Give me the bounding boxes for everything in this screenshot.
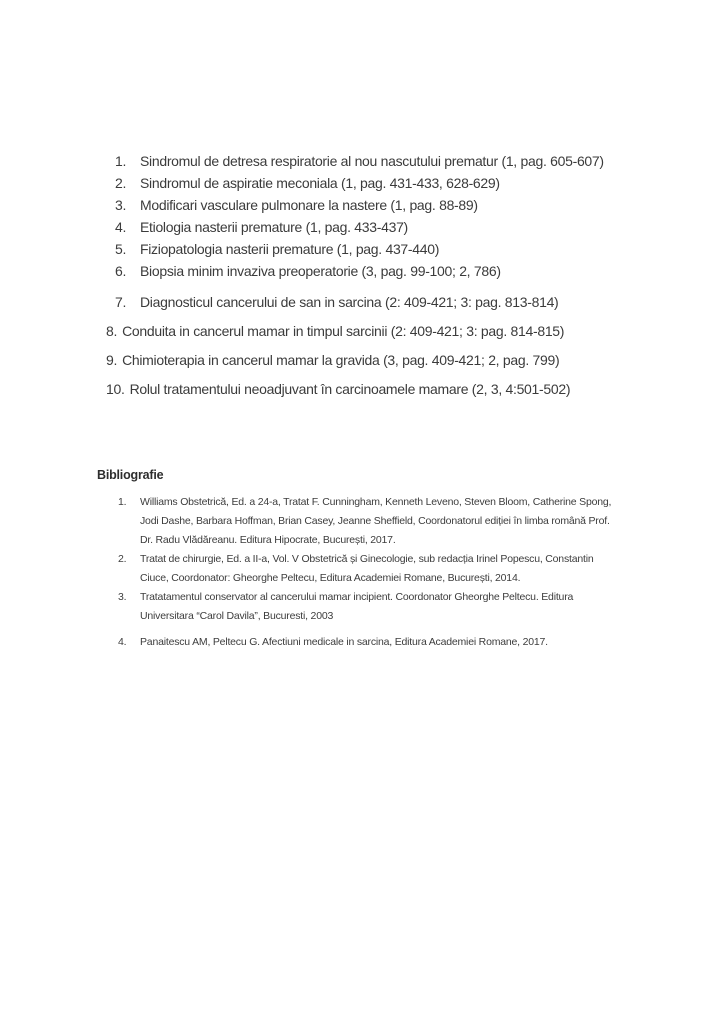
- bibliography-item-text: Panaitescu AM, Peltecu G. Afectiuni medicale in sarcina, Editura Academiei Romane, 2017.: [140, 636, 548, 648]
- list-item-text: Sindromul de aspiratie meconiala (1, pag. 431-433, 628-629): [140, 175, 500, 191]
- list-item: [115, 260, 612, 282]
- list-item-text: Modificari vasculare pulmonare la nastere (1, pag. 88-89): [140, 197, 478, 213]
- list-item-text: Sindromul de detresa respiratorie al nou nascutului prematur (1, pag. 605-607): [140, 153, 604, 169]
- list-item-number: 6.: [115, 263, 127, 279]
- list-item: [106, 349, 612, 371]
- list-item: [115, 172, 612, 194]
- list-item-number: 1.: [115, 153, 127, 169]
- bibliography-item: [118, 588, 623, 626]
- list-item-number: 2.: [115, 175, 127, 191]
- list-item: [115, 291, 612, 313]
- bibliography-item-number: 2.: [118, 553, 127, 565]
- bibliography-item: [118, 550, 623, 588]
- list-item-number: 3.: [115, 197, 127, 213]
- list-item-number: 4.: [115, 219, 127, 235]
- list-item-number: 5.: [115, 241, 127, 257]
- list-item-number: 8.: [106, 323, 118, 339]
- list-item-text: Rolul tratamentului neoadjuvant în carcinoamele mamare (2, 3, 4:501-502): [129, 381, 571, 397]
- bibliography-item-number: 1.: [118, 496, 127, 508]
- bibliography-item-number: 4.: [118, 636, 127, 648]
- list-item-text: Diagnosticul cancerului de san in sarcina (2: 409-421; 3: pag. 813-814): [140, 294, 559, 310]
- bibliography-item: [118, 633, 623, 652]
- bibliography-list: [118, 493, 623, 652]
- bibliography-item: [118, 493, 623, 550]
- list-item-text: Fiziopatologia nasterii premature (1, pag. 437-440): [140, 241, 440, 257]
- topic-list: [97, 150, 612, 400]
- list-item: [115, 216, 612, 238]
- list-item: [106, 320, 612, 342]
- list-item-text: Biopsia minim invaziva preoperatorie (3, pag. 99-100; 2, 786): [140, 263, 501, 279]
- list-item-text: Chimioterapia in cancerul mamar la gravida (3, pag. 409-421; 2, pag. 799): [122, 352, 560, 368]
- bibliography-item-text: Williams Obstetrică, Ed. a 24-a, Tratat F. Cunningham, Kenneth Leveno, Steven Bloom, Catherine Spong, Jodi Dashe, Barbara Hoffman, Brian Casey, Jeanne Sheffield, Coordonatorul ediției în limba română Prof. Dr. Radu Vlădăreanu. Editura Hipocrate, București, 2017.: [140, 496, 612, 546]
- list-item: [115, 194, 612, 216]
- list-item-number: 7.: [115, 294, 127, 310]
- bibliography-item-number: 3.: [118, 591, 127, 603]
- list-item: [115, 150, 612, 172]
- list-item-text: Conduita in cancerul mamar in timpul sarcinii (2: 409-421; 3: pag. 814-815): [122, 323, 565, 339]
- list-item-text: Etiologia nasterii premature (1, pag. 433-437): [140, 219, 408, 235]
- list-item: [115, 238, 612, 260]
- list-item: [106, 378, 612, 400]
- list-item-number: 9.: [106, 352, 118, 368]
- bibliography-heading: Bibliografie: [97, 468, 164, 482]
- bibliography-item-text: Tratatamentul conservator al cancerului mamar incipient. Coordonator Gheorghe Peltecu. Editura Universitara “Carol Davila”, Bucuresti, 2003: [140, 591, 574, 622]
- list-item-number: 10.: [106, 381, 125, 397]
- bibliography-item-text: Tratat de chirurgie, Ed. a II-a, Vol. V Obstetrică și Ginecologie, sub redacția Irinel Popescu, Constantin Ciuce, Coordonator: Gheorghe Peltecu, Editura Academiei Romane, București, 2014.: [140, 553, 594, 584]
